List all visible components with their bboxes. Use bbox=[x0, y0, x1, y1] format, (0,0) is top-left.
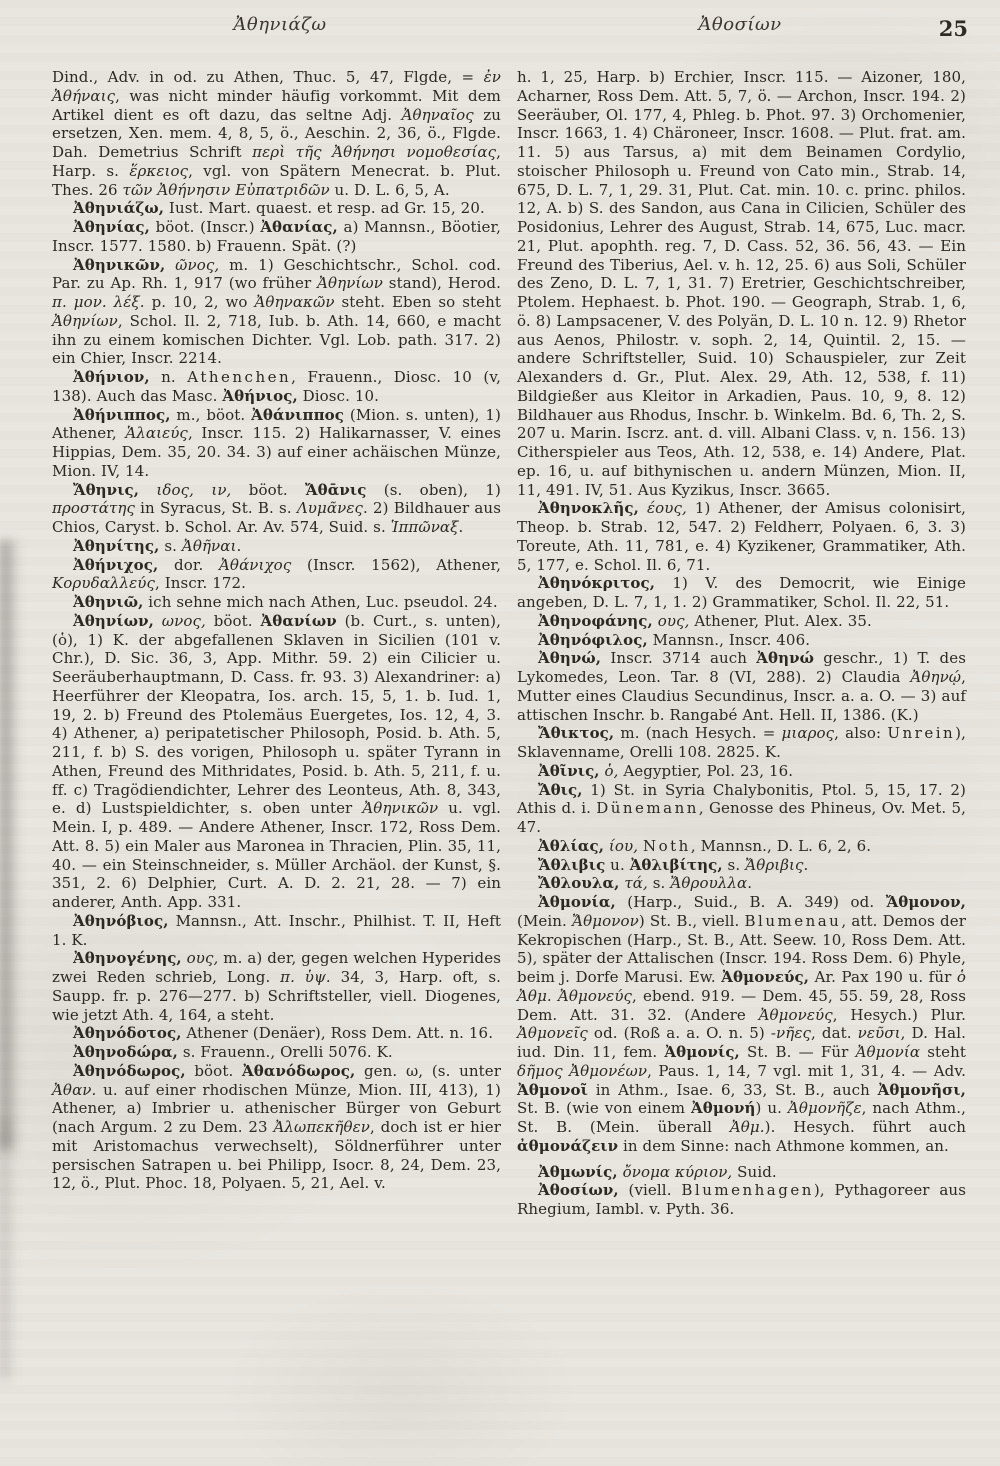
dictionary-entry bbox=[517, 612, 966, 631]
dictionary-entry bbox=[52, 612, 501, 912]
entry-text: -νῆες bbox=[770, 1024, 811, 1043]
entry-text: a) Mannsn., Böotier, Inscr. 1577. 1580. b) Frauenn. Spät. (?) bbox=[52, 218, 502, 255]
entry-text: steht. Eben so steht bbox=[334, 293, 501, 311]
dictionary-entry bbox=[517, 631, 966, 650]
entry-headword: Ἀθηνογένης, bbox=[73, 949, 182, 968]
entry-headword: Ἀθηνοδώρα, bbox=[73, 1043, 178, 1061]
entry-text: s. Frauenn., Orelli 5076. K. bbox=[178, 1043, 393, 1061]
entry-text: (Harp., Suid., B. A. 349) od. bbox=[615, 893, 886, 911]
entry-headword: Ἀθλιβίτης, bbox=[629, 855, 723, 874]
entry-text: ἕρκειος bbox=[129, 161, 189, 180]
entry-headword: Ἀθήνιος, bbox=[222, 386, 298, 405]
entry-headword: Ἀθμονίς, bbox=[664, 1043, 740, 1061]
entry-text: Diosc. 10. bbox=[297, 386, 379, 405]
entry-text: Ἀθμονῆζε bbox=[787, 1099, 862, 1118]
dictionary-entry bbox=[52, 368, 501, 406]
dictionary-entry bbox=[52, 199, 501, 218]
entry-text: Noth bbox=[642, 836, 691, 855]
entry-headword: Ἀθηνιῶ, bbox=[73, 593, 144, 611]
entry-headword: Ἀθήνιππος, bbox=[73, 405, 171, 424]
entry-text: (s. oben), 1) bbox=[366, 480, 501, 499]
entry-text: Ἀθμονία bbox=[855, 1043, 921, 1061]
dictionary-entry bbox=[52, 1024, 501, 1043]
entry-text: u. bbox=[605, 855, 630, 874]
entry-text: böot. bbox=[185, 1061, 242, 1080]
dictionary-entry bbox=[517, 874, 966, 893]
entry-text: s. bbox=[159, 536, 182, 555]
entry-text: , Hesych.) Plur. bbox=[832, 1005, 967, 1024]
text-columns bbox=[0, 52, 1000, 1219]
entry-text: , Mannsn., D. L. 6, 2, 6. bbox=[690, 836, 872, 855]
entry-text: προστάτης bbox=[52, 499, 135, 518]
entry-text: böot. (Inscr.) bbox=[149, 218, 261, 236]
entry-text: , Inscr. 172. bbox=[155, 574, 247, 593]
entry-text: od. (Roß a. a. O. n. 5) bbox=[587, 1024, 771, 1043]
entry-text: ωνος, bbox=[153, 611, 206, 630]
entry-text: έους, bbox=[638, 499, 687, 518]
entry-text: , doch ist er hier mit Aristomachus verwechselt), Söldnerführer unter persischen Satrapen u. bei Philipp, Isocr. 8, 24, Dem. 23, 12, ö., Plut. Phoc. 18, Polyaen. 5, 21, Ael. v. bbox=[52, 1118, 501, 1193]
page-number: 25 bbox=[938, 16, 968, 41]
entry-text: , Genosse des Phineus, Ov. Met. 5, 47. bbox=[517, 799, 966, 836]
entry-text: ich sehne mich nach Athen, Luc. pseudol. 24. bbox=[143, 593, 498, 611]
entry-text: gen. ω, (s. unter bbox=[355, 1061, 501, 1080]
entry-text: ὁ, bbox=[599, 761, 619, 780]
entry-text: ) St. B., viell. bbox=[638, 911, 745, 930]
dictionary-entry bbox=[517, 1163, 966, 1182]
entry-headword: Ἀθηνίτης, bbox=[73, 536, 160, 555]
entry-headword: Ἀθηνώ bbox=[756, 649, 815, 668]
entry-text: , dat. bbox=[811, 1024, 858, 1043]
entry-text: in Athm., Isae. 6, 33, St. B., auch bbox=[588, 1080, 878, 1099]
entry-text: Λυμᾶνες bbox=[296, 499, 363, 518]
entry-text: u. auf einer rhodischen Münze, Mion. III, 413), 1) Athener, a) Imbrier u. athenischer Bürger von Geburt (nach Argum. 2 zu Dem. 23 bbox=[52, 1080, 501, 1136]
entry-headword: Ἀθηνίας, bbox=[73, 218, 150, 236]
entry-text: ους, bbox=[181, 949, 219, 968]
entry-headword: Ἀθανόδωρος, bbox=[241, 1061, 356, 1080]
entry-text: Ἄθμονον bbox=[572, 911, 639, 930]
entry-text: Ἀθῆναι bbox=[181, 536, 237, 555]
entry-headword: Ἀθήνιον, bbox=[73, 368, 150, 386]
entry-text: , ebend. 919. — Dem. 45, 55. 59, 28, Ross Dem. Att. 31. 32. (Andere bbox=[517, 986, 966, 1024]
entry-text: St. B. (wie von einem bbox=[517, 1099, 691, 1118]
entry-text: Ἀθηναῖος bbox=[401, 105, 474, 124]
entry-text: Blumenhagen bbox=[681, 1181, 814, 1200]
dictionary-entry bbox=[52, 912, 501, 950]
entry-text: böot. bbox=[231, 480, 306, 499]
entry-headword: ἀθμονάζειν bbox=[517, 1136, 619, 1155]
entry-text: . bbox=[747, 874, 753, 893]
entry-text: p. 10, 2, wo bbox=[144, 293, 255, 311]
entry-text: . bbox=[458, 518, 464, 536]
entry-text: ) u. bbox=[755, 1099, 788, 1118]
entry-headword: Ἀθηνιάζω, bbox=[73, 199, 165, 218]
dictionary-entry bbox=[517, 574, 966, 612]
entry-text: Ἱππῶναξ bbox=[390, 518, 459, 536]
dictionary-entry bbox=[52, 1043, 501, 1062]
entry-text: dor. bbox=[158, 555, 219, 574]
entry-text: 1) V. des Democrit, wie Einige angeben, D. L. 7, 1, 1. 2) Grammatiker, Schol. Il. 22, 51. bbox=[517, 574, 966, 611]
dictionary-entry bbox=[517, 1181, 966, 1219]
dictionary-entry bbox=[517, 649, 966, 724]
entry-text: δῆμος Ἀθμονέων bbox=[517, 1061, 648, 1080]
entry-text: Ἁλαιεύς bbox=[125, 424, 188, 443]
entry-headword: Ἀθανίων bbox=[260, 611, 337, 630]
entry-text: . bbox=[803, 855, 809, 874]
entry-text: Athener (Denäer), Ross Dem. Att. n. 16. bbox=[181, 1024, 494, 1043]
dictionary-entry bbox=[517, 724, 966, 762]
entry-text: τά, bbox=[619, 874, 648, 893]
dictionary-entry bbox=[52, 593, 501, 612]
entry-text: u. vgl. Mein. I, p. 489. — Andere Athener, Inscr. 172, Ross Dem. Att. 8. 5) ein Maler aus Maronea in Thracien, Plin. 35, 11, 40. — ein Steinschneider, s. Müller Archäol. der Kunst, §. 351, 2. 6) Delphier, Curt. A. D. 2. 21, 28. — 7) ein anderer, Anth. App. 331. bbox=[52, 799, 501, 911]
entry-headword: Ἀθανίας, bbox=[260, 218, 338, 236]
entry-text: Κορυδαλλεύς bbox=[52, 574, 156, 593]
entry-text: 34, 3, Harp. oft, s. Saupp. fr. p. 276—277. b) Schriftsteller, viell. Diogenes, wie jetzt Ath. 4, 164, a steht. bbox=[52, 968, 501, 1024]
left-column bbox=[52, 68, 501, 1219]
entry-headword: Ἀθήνιχος, bbox=[73, 555, 159, 574]
entry-text: Iust. Mart. quaest. et resp. ad Gr. 15, 20. bbox=[164, 199, 485, 218]
entry-headword: Ἀθηνόκριτος, bbox=[538, 574, 656, 593]
entry-text: böot. bbox=[205, 611, 261, 630]
entry-text: νεῦσι bbox=[857, 1024, 901, 1043]
entry-text: stand), Herod. bbox=[382, 274, 501, 293]
entry-headword: Ἄθμονον, bbox=[885, 893, 966, 911]
entry-text: h. 1, 25, Harp. b) Erchier, Inscr. 115. — Aizoner, 180, Acharner, Ross Dem. Att. 5, 7, ö. — Archon, Inscr. 194. 2) Seeräuber, Ol. 177, 4, Phleg. b. Phot. 97. 3) Orchomenier, Inscr. 1663, 1. 4) Chäroneer, Inscr. 1608. — Plut. frat. am. 11. 5) aus Tarsus, a) mit dem Beinamen Cordylio, stoischer Philosoph u. Freund von Cato min., Strab. 14, 675, D. L. 7, 1, 29. 31, Plut. Cat. min. 10. c. princ. philos. 12, A. b) S. des Sandon, aus Cana in Cilicien, Schüler des Posidonius, Lehrer des August, Strab. 14, 675, Luc. macr. 21, Plut. apophth. reg. 7, D. Cass. 52, 36. 56, 43. — Ein Freund des Tiberius, Ael. v. h. 12, 25. 6) aus Soli, Schüler des Zeno, D. L. 7, 1, 31. 7) Eretrier, Geschichtschreiber, Ptolem. Hephaest. b. Phot. 190. — Geograph, Strab. 1, 6, ö. 8) Lampsacener, V. des Polyän, D. L. 10 n. 12. 9) Rhetor aus Aenos, Philostr. v. soph. 2, 14, Quintil. 2, 15. — andere Schriftsteller, Suid. 10) Schauspieler, zur Zeit Alexanders d. Gr., Plut. Alex. 29, Ath. 12, 538, f. 11) Bildgießer aus Kleitor in Arkadien, Paus. 10, 9, 8. 12) Bildhauer aus Rhodus, Inschr. b. Winkelm. Bd. 6, Th. 2, S. 207 u. Marin. Iscrz. ant. d. vill. Albani Class. v, n. 156. 13) Citherspieler aus Teos, Ath. 12, 538, e. 14) Andere, Plat. ep. 16, u. auf bithynischen u. andern Münzen, Mion. II, 11, 491. IV, 51. Aus Kyzikus, Inscr. 3665. bbox=[517, 68, 966, 499]
entry-text: Ἀθηνικῶν bbox=[362, 799, 439, 818]
entry-text: Ἀθμονεύς bbox=[758, 1005, 833, 1024]
entry-text: s. bbox=[647, 874, 671, 893]
entry-text: Ἄθριβις bbox=[745, 855, 804, 874]
entry-text: Aegyptier, Pol. 23, 16. bbox=[618, 761, 794, 780]
entry-headword: Ἀθμονῆσι, bbox=[877, 1080, 966, 1099]
dictionary-entry bbox=[52, 218, 501, 256]
entry-text: zu ersetzen, Xen. mem. 4, 8, 5, ö., Aeschin. 2, 36, ö., Flgde. Dah. Demetrius Schrift bbox=[52, 105, 501, 161]
entry-text: Dünemann bbox=[596, 799, 699, 818]
entry-text: m. a) der, gegen welchen Hyperides zwei Reden schrieb, Long. bbox=[52, 949, 502, 986]
entry-text: Ἄθρουλλα bbox=[670, 874, 748, 893]
entry-text: 1) Athener, der Amisus colonisirt, Theop. b. Strab. 12, 547. 2) Feldherr, Polyaen. 6, 3. 3) Toreute, Ath. 11, 781, e. 4) Kyzikener, Grammatiker, Ath. 5, 177, e. Schol. Il. 6, 71. bbox=[517, 499, 966, 574]
entry-headword: Ἄθηνις, bbox=[73, 480, 140, 499]
entry-headword: Ἀθμονή bbox=[691, 1099, 756, 1118]
entry-text: , vgl. von Spätern Menecrat. b. Plut. Thes. 26 bbox=[52, 161, 501, 199]
entry-text: Ἀλωπεκῆθεν bbox=[273, 1118, 370, 1136]
entry-text: (b. Curt., s. unten), (ὁ), 1) K. der abgefallenen Sklaven in Sicilien (101 v. Chr.), D. Sic. 36, 3, App. Mithr. 59. 2) ein Cilicier u. Seeräuberhauptmann, D. Cass. fr. 93. 3) Alexandriner: a) Heerführer der Kleopatra, Ios. arch. 15, 5, 1. b. Iud. 1, 19, 2. b) Freund des Ptolemäus Euergetes, Ios. 12, 4, 3. 4) Athener, a) peripatetischer Philosoph, Posid. b. Ath. 5, 211, f. b) S. des vorigen, Philosoph u. später Tyrann in Athen, Freund des Mithridates, Posid. b. Ath. 5, 211, f. u. ff. c) Tragödiendichter, Lehrer des Leonteus, Ath. 8, 343, e. d) Lustspieldichter, s. oben unter bbox=[52, 611, 501, 818]
entry-text: , Mutter eines Claudius Secundinus, Inscr. a. a. O. — 3) auf attischen Inschr. b. Rangabé Ant. Hell. II, 1386. (K.) bbox=[517, 668, 966, 724]
entry-headword: Ἀθμονεύς, bbox=[721, 968, 810, 986]
dictionary-entry bbox=[517, 762, 966, 781]
entry-text: , Paus. 1, 14, 7 vgl. mit 1, 31, 4. — Adv. bbox=[647, 1061, 966, 1080]
dictionary-entry bbox=[52, 1062, 501, 1193]
entry-text: , Schol. Il. 2, 718, Iub. b. Ath. 14, 660, e macht ihn zu einem komischen Dichter. Vgl. Lob. path. 317. 2) ein Chier, Inscr. 2214. bbox=[52, 311, 501, 368]
entry-headword: Ἀθηνικῶν, bbox=[73, 255, 166, 274]
entry-text: Ἀθάνιχος bbox=[219, 555, 292, 574]
entry-text: (Mein. bbox=[517, 911, 573, 930]
entry-text: steht bbox=[920, 1043, 966, 1061]
running-header-right: Ἀθοσίων bbox=[698, 14, 782, 35]
entry-text: geschr., 1) T. des Lykomedes, Leon. Tar. 8 (VI, 288). 2) Claudia bbox=[517, 649, 966, 686]
entry-text: Ἀθηνακῶν bbox=[254, 293, 335, 311]
dictionary-entry bbox=[52, 68, 501, 199]
entry-text: μιαρος bbox=[781, 724, 835, 743]
entry-text: , att. Demos der Kekropischen (Harp., St. B., Att. Seew. 10, Ross Dem. Att. 5), später der Attalischen (Inscr. 194. Ross Dem. 6) Phyle, beim j. Dorfe Marusi. Ew. bbox=[517, 911, 966, 986]
entry-headword: Ἀθμωνίς, bbox=[538, 1162, 618, 1181]
entry-text: Ἀθαν. bbox=[52, 1080, 97, 1099]
entry-headword: Ἀθηνόδοτος, bbox=[73, 1024, 182, 1043]
entry-text: ους, bbox=[652, 611, 690, 630]
entry-text: (viell. bbox=[618, 1181, 682, 1200]
dictionary-entry bbox=[517, 499, 966, 574]
entry-headword: Ἀθηνοκλῆς, bbox=[538, 499, 639, 518]
entry-text: 1) St. in Syria Chalybonitis, Ptol. 5, 15, 17. 2) Athis d. i. bbox=[517, 780, 966, 818]
entry-text: π. μον. λέξ. bbox=[52, 293, 145, 311]
entry-text: τῶν Ἀθήνησιν Εὐπατριδῶν bbox=[122, 180, 330, 199]
running-header bbox=[0, 14, 1000, 52]
entry-text: ιδος, ιν, bbox=[139, 480, 232, 499]
entry-text: u. D. L. 6, 5, A. bbox=[329, 180, 450, 199]
entry-headword: Ἀθηνίων, bbox=[73, 611, 154, 630]
running-header-left: Ἀθηνιάζω bbox=[233, 14, 327, 35]
entry-text: m., böot. bbox=[170, 405, 252, 424]
entry-headword: Ἄθις, bbox=[538, 780, 583, 799]
entry-text: ὄνομα κύριον, bbox=[617, 1162, 733, 1181]
entry-text: Ἀθηνῴ bbox=[910, 668, 962, 686]
entry-text: Inscr. 3714 auch bbox=[601, 649, 757, 668]
entry-headword: Ἄθικτος, bbox=[538, 724, 615, 743]
entry-headword: Ἀθηνόβιος, bbox=[73, 911, 169, 930]
entry-text: , nach Athm., St. B. (Mein. überall bbox=[517, 1099, 966, 1136]
entry-text: Blumenau bbox=[744, 911, 842, 930]
dictionary-entry bbox=[52, 406, 501, 481]
right-column bbox=[517, 68, 966, 1219]
entry-text: Suid. bbox=[732, 1162, 777, 1181]
dictionary-entry bbox=[517, 781, 966, 837]
entry-text: m. 1) Geschichtschr., Schol. cod. Par. zu Ap. Rh. 1, 917 (wo früher bbox=[52, 255, 501, 293]
entry-text: Ἀθηνίων bbox=[317, 274, 383, 293]
entry-text: Ἀθηνίων bbox=[52, 311, 118, 330]
entry-text: Ar. Pax 190 u. für bbox=[809, 968, 957, 986]
entry-headword: Ἀθμονία, bbox=[538, 893, 616, 911]
entry-text: Athenchen bbox=[187, 368, 292, 386]
entry-headword: Ἀθμονοῖ bbox=[517, 1080, 588, 1099]
entry-text: Dind., Adv. in od. zu Athen, Thuc. 5, 47, Flgde, = bbox=[52, 68, 484, 86]
entry-text: ίου, bbox=[604, 836, 639, 855]
entry-text: . 2) Bildhauer aus Chios, Caryst. b. Schol. Ar. Av. 574, Suid. s. bbox=[52, 499, 501, 536]
entry-headword: Ἀθηνώ, bbox=[538, 649, 602, 668]
entry-headword: Ἄθᾱνις bbox=[305, 480, 367, 499]
entry-text: περὶ τῆς Ἀθήνησι νομοθεσίας bbox=[252, 143, 497, 161]
entry-text: (Mion. s. unten), 1) Athener, bbox=[52, 405, 501, 443]
entry-headword: Ἀθάνιππος bbox=[251, 405, 345, 424]
entry-text: , Inscr. 115. 2) Halikarnasser, V. eines Hippias, Dem. 35, 20. 34. 3) auf einer achäischen Münze, Mion. IV, 14. bbox=[52, 424, 501, 480]
dictionary-entry bbox=[517, 837, 966, 856]
entry-headword: Ἀθηνοφάνης, bbox=[538, 611, 653, 630]
entry-headword: Ἀθοσίων, bbox=[538, 1181, 619, 1200]
entry-text: m. (nach Hesych. = bbox=[614, 724, 782, 743]
entry-text: in dem Sinne: nach Athmone kommen, an. bbox=[618, 1136, 949, 1155]
entry-text: Athener, Plut. Alex. 35. bbox=[689, 611, 872, 630]
entry-headword: Ἀθλίας, bbox=[538, 836, 605, 855]
dictionary-entry bbox=[52, 256, 501, 369]
entry-text: n. bbox=[149, 368, 188, 386]
entry-text: , also: bbox=[834, 724, 888, 743]
entry-text: Ἀθμονεῖς bbox=[517, 1024, 588, 1043]
dictionary-entry bbox=[517, 856, 966, 875]
entry-text: ῶνος, bbox=[165, 255, 220, 274]
dictionary-entry bbox=[52, 949, 501, 1024]
dictionary-entry bbox=[517, 68, 966, 499]
dictionary-entry bbox=[52, 537, 501, 556]
entry-text: Mannsn., Inscr. 406. bbox=[647, 630, 811, 649]
entry-headword: Ἄθλιβις bbox=[538, 855, 606, 874]
entry-headword: Ἄθλουλα, bbox=[538, 874, 620, 893]
entry-text: , was nicht minder häufig vorkommt. Mit dem Artikel dient es oft dazu, das seltne Adj. bbox=[52, 86, 501, 124]
entry-text: Ἀθμ. bbox=[729, 1118, 765, 1136]
entry-text: (Inscr. 1562), Athener, bbox=[291, 555, 501, 574]
entry-text: St. B. — Für bbox=[739, 1043, 856, 1061]
entry-text: , D. Hal. iud. Din. 11, fem. bbox=[517, 1024, 966, 1061]
entry-text: . bbox=[236, 536, 242, 555]
dictionary-entry bbox=[52, 481, 501, 537]
entry-text: Unrein bbox=[887, 724, 956, 743]
entry-text: ). Hesych. führt auch bbox=[764, 1118, 966, 1136]
entry-text: π. ὑψ. bbox=[280, 968, 331, 986]
entry-text: , Frauenn., Diosc. 10 (v, 138). Auch das Masc. bbox=[52, 368, 501, 405]
entry-text: ὁ Ἀθμ. Ἀθμονεύς bbox=[517, 968, 966, 1005]
dictionary-entry bbox=[52, 556, 501, 594]
entry-headword: Ἀθῖνις, bbox=[538, 761, 600, 780]
entry-text: s. bbox=[722, 855, 746, 874]
entry-text: , Harp. s. bbox=[52, 143, 501, 180]
entry-text: ), Pythagoreer aus Rhegium, Iambl. v. Pyth. 36. bbox=[517, 1181, 966, 1218]
entry-text: in Syracus, St. B. s. bbox=[134, 499, 297, 518]
entry-headword: Ἀθηνόφιλος, bbox=[538, 630, 648, 649]
entry-text: ἐν Ἀθήναις bbox=[52, 68, 501, 105]
entry-text: Mannsn., Att. Inschr., Philhist. T. II, Heft 1. K. bbox=[52, 911, 501, 949]
entry-headword: Ἀθηνόδωρος, bbox=[73, 1061, 186, 1080]
entry-text: ), Sklavenname, Orelli 108. 2825. K. bbox=[517, 724, 966, 761]
dictionary-entry bbox=[517, 893, 966, 1156]
